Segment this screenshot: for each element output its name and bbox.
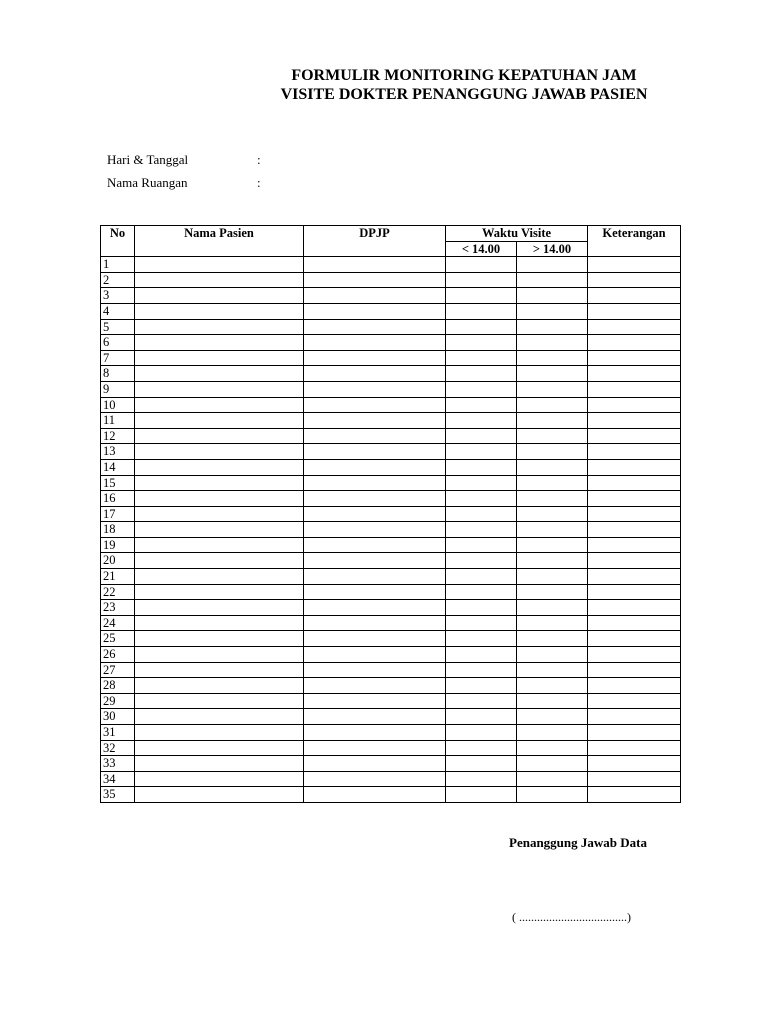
cell-keterangan[interactable]	[588, 413, 681, 429]
cell-dpjp[interactable]	[304, 787, 446, 803]
cell-keterangan[interactable]	[588, 381, 681, 397]
cell-keterangan[interactable]	[588, 787, 681, 803]
cell-before-14[interactable]	[446, 459, 517, 475]
cell-nama-pasien[interactable]	[135, 678, 304, 694]
cell-nama-pasien[interactable]	[135, 771, 304, 787]
cell-before-14[interactable]	[446, 257, 517, 273]
table-row	[101, 459, 681, 475]
row-number: 29	[101, 693, 135, 709]
row-number: 23	[101, 600, 135, 616]
cell-after-14[interactable]	[517, 631, 588, 647]
table-row	[101, 662, 681, 678]
cell-before-14[interactable]	[446, 678, 517, 694]
cell-keterangan[interactable]	[588, 319, 681, 335]
cell-dpjp[interactable]	[304, 350, 446, 366]
row-number: 26	[101, 647, 135, 663]
cell-before-14[interactable]	[446, 693, 517, 709]
cell-nama-pasien[interactable]	[135, 569, 304, 585]
row-number: 19	[101, 537, 135, 553]
table-row	[101, 491, 681, 507]
cell-after-14[interactable]	[517, 444, 588, 460]
row-number: 9	[101, 381, 135, 397]
table-row	[101, 709, 681, 725]
cell-keterangan[interactable]	[588, 428, 681, 444]
table-row	[101, 506, 681, 522]
table-row	[101, 522, 681, 538]
header-nama-pasien: Nama Pasien	[135, 226, 304, 257]
cell-nama-pasien[interactable]	[135, 257, 304, 273]
table-row	[101, 600, 681, 616]
cell-dpjp[interactable]	[304, 615, 446, 631]
cell-dpjp[interactable]	[304, 459, 446, 475]
cell-nama-pasien[interactable]	[135, 335, 304, 351]
cell-after-14[interactable]	[517, 319, 588, 335]
form-title	[0, 66, 768, 104]
table-row	[101, 397, 681, 413]
cell-after-14[interactable]	[517, 288, 588, 304]
cell-keterangan[interactable]	[588, 553, 681, 569]
cell-keterangan[interactable]	[588, 771, 681, 787]
cell-after-14[interactable]	[517, 756, 588, 772]
row-number: 14	[101, 459, 135, 475]
field-separator: :	[257, 175, 261, 190]
cell-after-14[interactable]	[517, 537, 588, 553]
cell-before-14[interactable]	[446, 662, 517, 678]
row-number: 25	[101, 631, 135, 647]
table-row	[101, 771, 681, 787]
cell-keterangan[interactable]	[588, 709, 681, 725]
cell-before-14[interactable]	[446, 288, 517, 304]
signer-label: Penanggung Jawab Data	[509, 835, 647, 850]
cell-keterangan[interactable]	[588, 475, 681, 491]
row-number: 4	[101, 303, 135, 319]
row-number: 22	[101, 584, 135, 600]
cell-after-14[interactable]	[517, 381, 588, 397]
cell-dpjp[interactable]	[304, 428, 446, 444]
cell-before-14[interactable]	[446, 569, 517, 585]
cell-nama-pasien[interactable]	[135, 522, 304, 538]
cell-nama-pasien[interactable]	[135, 319, 304, 335]
cell-keterangan[interactable]	[588, 257, 681, 273]
cell-before-14[interactable]	[446, 631, 517, 647]
table-body	[101, 257, 681, 803]
row-number: 1	[101, 257, 135, 273]
cell-dpjp[interactable]	[304, 647, 446, 663]
cell-before-14[interactable]	[446, 787, 517, 803]
cell-before-14[interactable]	[446, 584, 517, 600]
row-number: 27	[101, 662, 135, 678]
cell-after-14[interactable]	[517, 709, 588, 725]
cell-after-14[interactable]	[517, 459, 588, 475]
table-row	[101, 553, 681, 569]
cell-after-14[interactable]	[517, 647, 588, 663]
cell-dpjp[interactable]	[304, 272, 446, 288]
cell-dpjp[interactable]	[304, 397, 446, 413]
cell-before-14[interactable]	[446, 413, 517, 429]
cell-after-14[interactable]	[517, 272, 588, 288]
cell-before-14[interactable]	[446, 506, 517, 522]
signature-line: ( ....................................)	[512, 910, 631, 924]
row-number: 20	[101, 553, 135, 569]
cell-before-14[interactable]	[446, 725, 517, 741]
row-number: 24	[101, 615, 135, 631]
cell-dpjp[interactable]	[304, 303, 446, 319]
cell-before-14[interactable]	[446, 428, 517, 444]
cell-before-14[interactable]	[446, 366, 517, 382]
cell-before-14[interactable]	[446, 475, 517, 491]
cell-keterangan[interactable]	[588, 584, 681, 600]
cell-keterangan[interactable]	[588, 444, 681, 460]
row-number: 10	[101, 397, 135, 413]
row-number: 35	[101, 787, 135, 803]
table-row	[101, 381, 681, 397]
cell-dpjp[interactable]	[304, 693, 446, 709]
cell-keterangan[interactable]	[588, 740, 681, 756]
cell-before-14[interactable]	[446, 350, 517, 366]
cell-before-14[interactable]	[446, 319, 517, 335]
header-dpjp: DPJP	[304, 226, 446, 257]
cell-dpjp[interactable]	[304, 366, 446, 382]
cell-before-14[interactable]	[446, 537, 517, 553]
cell-after-14[interactable]	[517, 522, 588, 538]
cell-nama-pasien[interactable]	[135, 584, 304, 600]
cell-dpjp[interactable]	[304, 600, 446, 616]
cell-dpjp[interactable]	[304, 756, 446, 772]
cell-dpjp[interactable]	[304, 522, 446, 538]
cell-dpjp[interactable]	[304, 553, 446, 569]
row-number: 17	[101, 506, 135, 522]
table-row	[101, 787, 681, 803]
cell-before-14[interactable]	[446, 444, 517, 460]
field-hari-tanggal	[107, 152, 261, 168]
cell-nama-pasien[interactable]	[135, 272, 304, 288]
cell-keterangan[interactable]	[588, 569, 681, 585]
header-before-14: < 14.00	[446, 241, 517, 257]
cell-keterangan[interactable]	[588, 693, 681, 709]
cell-nama-pasien[interactable]	[135, 615, 304, 631]
cell-nama-pasien[interactable]	[135, 693, 304, 709]
cell-after-14[interactable]	[517, 725, 588, 741]
cell-keterangan[interactable]	[588, 662, 681, 678]
cell-keterangan[interactable]	[588, 631, 681, 647]
cell-nama-pasien[interactable]	[135, 740, 304, 756]
cell-dpjp[interactable]	[304, 475, 446, 491]
cell-nama-pasien[interactable]	[135, 413, 304, 429]
cell-before-14[interactable]	[446, 303, 517, 319]
table-row	[101, 303, 681, 319]
cell-dpjp[interactable]	[304, 335, 446, 351]
cell-after-14[interactable]	[517, 428, 588, 444]
cell-nama-pasien[interactable]	[135, 428, 304, 444]
cell-after-14[interactable]	[517, 397, 588, 413]
cell-nama-pasien[interactable]	[135, 366, 304, 382]
cell-keterangan[interactable]	[588, 335, 681, 351]
cell-before-14[interactable]	[446, 756, 517, 772]
cell-keterangan[interactable]	[588, 350, 681, 366]
cell-nama-pasien[interactable]	[135, 397, 304, 413]
row-number: 12	[101, 428, 135, 444]
row-number: 18	[101, 522, 135, 538]
table-row	[101, 444, 681, 460]
row-number: 13	[101, 444, 135, 460]
cell-dpjp[interactable]	[304, 506, 446, 522]
row-number: 5	[101, 319, 135, 335]
header-keterangan: Keterangan	[588, 226, 681, 257]
cell-before-14[interactable]	[446, 615, 517, 631]
cell-after-14[interactable]	[517, 600, 588, 616]
table-row	[101, 756, 681, 772]
cell-keterangan[interactable]	[588, 397, 681, 413]
cell-after-14[interactable]	[517, 491, 588, 507]
table-row	[101, 272, 681, 288]
row-number: 2	[101, 272, 135, 288]
cell-nama-pasien[interactable]	[135, 288, 304, 304]
cell-nama-pasien[interactable]	[135, 756, 304, 772]
cell-dpjp[interactable]	[304, 678, 446, 694]
row-number: 16	[101, 491, 135, 507]
cell-dpjp[interactable]	[304, 288, 446, 304]
row-number: 15	[101, 475, 135, 491]
table-row	[101, 428, 681, 444]
cell-nama-pasien[interactable]	[135, 459, 304, 475]
header-waktu-visite: Waktu Visite	[446, 226, 588, 242]
table-row	[101, 631, 681, 647]
field-nama-ruangan	[107, 175, 261, 191]
row-number: 33	[101, 756, 135, 772]
cell-dpjp[interactable]	[304, 491, 446, 507]
header-after-14: > 14.00	[517, 241, 588, 257]
cell-before-14[interactable]	[446, 397, 517, 413]
cell-after-14[interactable]	[517, 771, 588, 787]
cell-before-14[interactable]	[446, 335, 517, 351]
cell-after-14[interactable]	[517, 366, 588, 382]
row-number: 11	[101, 413, 135, 429]
cell-keterangan[interactable]	[588, 600, 681, 616]
cell-before-14[interactable]	[446, 381, 517, 397]
row-number: 31	[101, 725, 135, 741]
table-row	[101, 678, 681, 694]
cell-dpjp[interactable]	[304, 709, 446, 725]
table-row	[101, 693, 681, 709]
cell-nama-pasien[interactable]	[135, 537, 304, 553]
table-row	[101, 647, 681, 663]
table-row	[101, 257, 681, 273]
cell-before-14[interactable]	[446, 522, 517, 538]
cell-after-14[interactable]	[517, 475, 588, 491]
cell-keterangan[interactable]	[588, 756, 681, 772]
cell-keterangan[interactable]	[588, 615, 681, 631]
table-row	[101, 725, 681, 741]
cell-nama-pasien[interactable]	[135, 444, 304, 460]
cell-nama-pasien[interactable]	[135, 303, 304, 319]
cell-nama-pasien[interactable]	[135, 725, 304, 741]
monitoring-table	[100, 225, 681, 803]
cell-after-14[interactable]	[517, 787, 588, 803]
cell-before-14[interactable]	[446, 272, 517, 288]
cell-nama-pasien[interactable]	[135, 662, 304, 678]
cell-after-14[interactable]	[517, 615, 588, 631]
cell-after-14[interactable]	[517, 257, 588, 273]
table-row	[101, 740, 681, 756]
cell-nama-pasien[interactable]	[135, 787, 304, 803]
row-number: 7	[101, 350, 135, 366]
row-number: 28	[101, 678, 135, 694]
table-row	[101, 569, 681, 585]
cell-after-14[interactable]	[517, 569, 588, 585]
cell-dpjp[interactable]	[304, 444, 446, 460]
cell-nama-pasien[interactable]	[135, 491, 304, 507]
row-number: 34	[101, 771, 135, 787]
cell-nama-pasien[interactable]	[135, 647, 304, 663]
table-row	[101, 335, 681, 351]
row-number: 6	[101, 335, 135, 351]
cell-after-14[interactable]	[517, 662, 588, 678]
cell-nama-pasien[interactable]	[135, 506, 304, 522]
cell-nama-pasien[interactable]	[135, 475, 304, 491]
row-number: 3	[101, 288, 135, 304]
cell-after-14[interactable]	[517, 553, 588, 569]
row-number: 21	[101, 569, 135, 585]
table-row	[101, 350, 681, 366]
row-number: 30	[101, 709, 135, 725]
table-row	[101, 413, 681, 429]
table-row	[101, 288, 681, 304]
cell-keterangan[interactable]	[588, 522, 681, 538]
cell-after-14[interactable]	[517, 413, 588, 429]
cell-keterangan[interactable]	[588, 303, 681, 319]
title-line-1: FORMULIR MONITORING KEPATUHAN JAM	[291, 67, 637, 84]
cell-before-14[interactable]	[446, 553, 517, 569]
cell-dpjp[interactable]	[304, 413, 446, 429]
cell-keterangan[interactable]	[588, 725, 681, 741]
table-row	[101, 537, 681, 553]
cell-before-14[interactable]	[446, 600, 517, 616]
cell-before-14[interactable]	[446, 647, 517, 663]
cell-after-14[interactable]	[517, 740, 588, 756]
table-row	[101, 615, 681, 631]
field-separator: :	[257, 152, 261, 167]
table-row	[101, 584, 681, 600]
cell-dpjp[interactable]	[304, 662, 446, 678]
cell-dpjp[interactable]	[304, 537, 446, 553]
cell-dpjp[interactable]	[304, 584, 446, 600]
cell-after-14[interactable]	[517, 303, 588, 319]
cell-nama-pasien[interactable]	[135, 600, 304, 616]
table-row	[101, 475, 681, 491]
cell-after-14[interactable]	[517, 584, 588, 600]
cell-keterangan[interactable]	[588, 459, 681, 475]
cell-before-14[interactable]	[446, 740, 517, 756]
cell-nama-pasien[interactable]	[135, 381, 304, 397]
cell-before-14[interactable]	[446, 771, 517, 787]
cell-dpjp[interactable]	[304, 631, 446, 647]
cell-keterangan[interactable]	[588, 506, 681, 522]
cell-before-14[interactable]	[446, 491, 517, 507]
cell-keterangan[interactable]	[588, 288, 681, 304]
cell-dpjp[interactable]	[304, 257, 446, 273]
cell-after-14[interactable]	[517, 335, 588, 351]
header-no: No	[101, 226, 135, 257]
cell-after-14[interactable]	[517, 506, 588, 522]
cell-keterangan[interactable]	[588, 491, 681, 507]
cell-before-14[interactable]	[446, 709, 517, 725]
cell-dpjp[interactable]	[304, 771, 446, 787]
cell-after-14[interactable]	[517, 350, 588, 366]
table-row	[101, 319, 681, 335]
cell-nama-pasien[interactable]	[135, 350, 304, 366]
cell-dpjp[interactable]	[304, 319, 446, 335]
row-number: 32	[101, 740, 135, 756]
cell-keterangan[interactable]	[588, 647, 681, 663]
cell-dpjp[interactable]	[304, 740, 446, 756]
table-row	[101, 366, 681, 382]
cell-dpjp[interactable]	[304, 381, 446, 397]
cell-keterangan[interactable]	[588, 537, 681, 553]
cell-dpjp[interactable]	[304, 725, 446, 741]
field-label: Hari & Tanggal	[107, 152, 189, 167]
title-line-2: VISITE DOKTER PENANGGUNG JAWAB PASIEN	[280, 86, 648, 103]
cell-nama-pasien[interactable]	[135, 709, 304, 725]
field-label: Nama Ruangan	[107, 175, 188, 190]
cell-after-14[interactable]	[517, 693, 588, 709]
cell-nama-pasien[interactable]	[135, 631, 304, 647]
cell-keterangan[interactable]	[588, 678, 681, 694]
cell-after-14[interactable]	[517, 678, 588, 694]
cell-dpjp[interactable]	[304, 569, 446, 585]
cell-keterangan[interactable]	[588, 366, 681, 382]
row-number: 8	[101, 366, 135, 382]
cell-nama-pasien[interactable]	[135, 553, 304, 569]
cell-keterangan[interactable]	[588, 272, 681, 288]
